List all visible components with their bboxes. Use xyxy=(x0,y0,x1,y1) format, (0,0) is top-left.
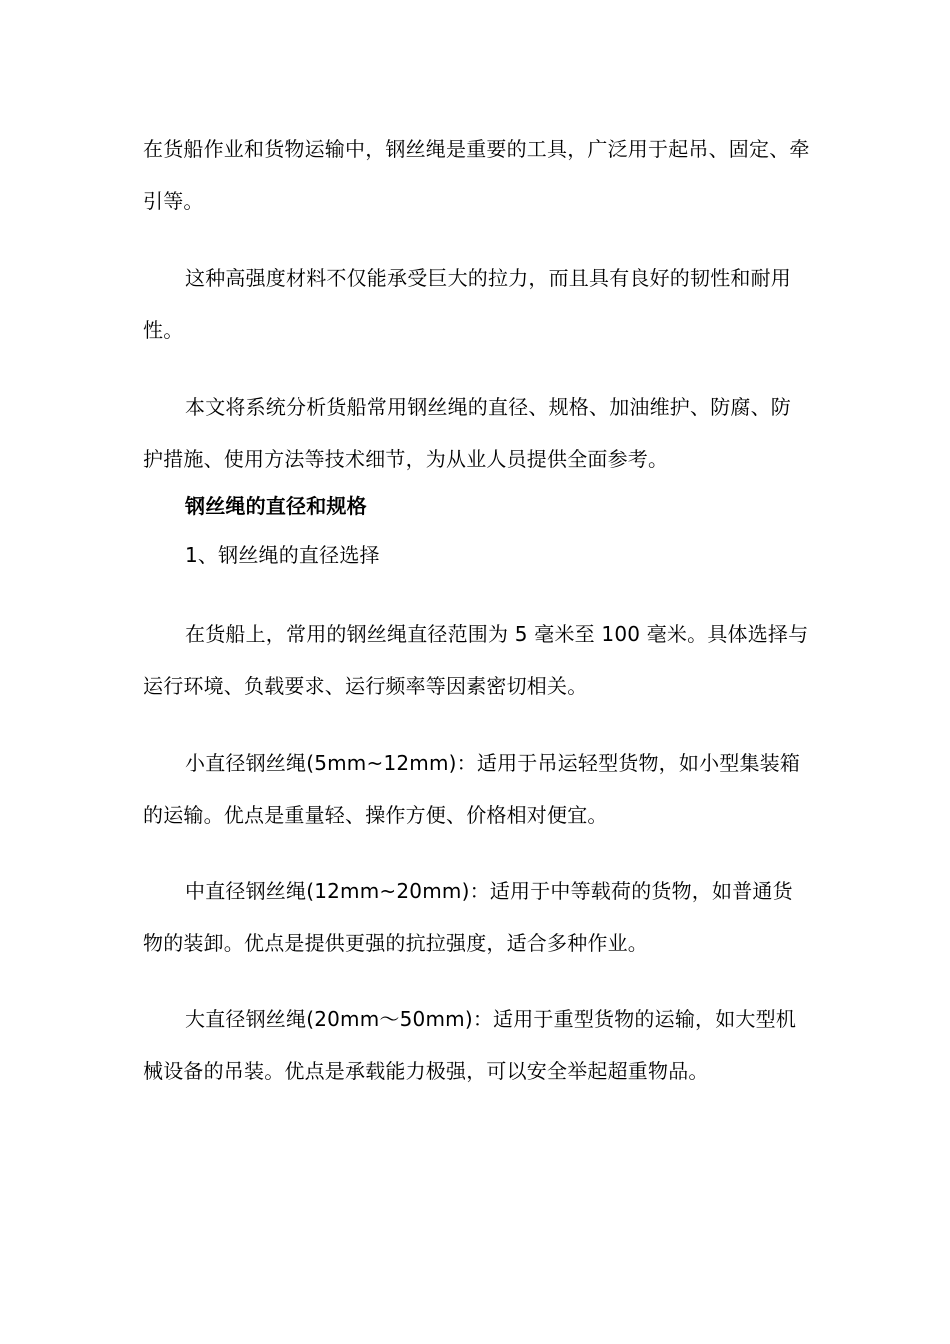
intro-paragraph: 在货船作业和货物运输中，钢丝绳是重要的工具，广泛用于起吊、固定、牵引等。 xyxy=(143,137,810,213)
section-heading: 钢丝绳的直径和规格 xyxy=(185,494,367,518)
large-diameter-paragraph: 大直径钢丝绳(20mm～50mm)：适用于重型货物的运输，如大型机械设备的吊装。优点是承载能力极强，可以安全举起超重物品。 xyxy=(143,1007,797,1083)
material-paragraph: 这种高强度材料不仅能承受巨大的拉力，而且具有良好的韧性和耐用性。 xyxy=(143,266,791,342)
subsection-heading: 1、钢丝绳的直径选择 xyxy=(185,543,380,567)
medium-diameter-paragraph: 中直径钢丝绳(12mm~20mm)：适用于中等载荷的货物，如普通货物的装卸。优点是提供更强的抗拉强度，适合多种作业。 xyxy=(143,879,793,955)
diameter-range-paragraph: 在货船上，常用的钢丝绳直径范围为 5 毫米至 100 毫米。具体选择与运行环境、负载要求、运行频率等因素密切相关。 xyxy=(143,622,809,698)
overview-paragraph: 本文将系统分析货船常用钢丝绳的直径、规格、加油维护、防腐、防护措施、使用方法等技术细节，为从业人员提供全面参考。 xyxy=(143,395,791,471)
small-diameter-paragraph: 小直径钢丝绳(5mm~12mm)：适用于吊运轻型货物，如小型集装箱的运输。优点是重量轻、操作方便、价格相对便宜。 xyxy=(143,751,801,827)
